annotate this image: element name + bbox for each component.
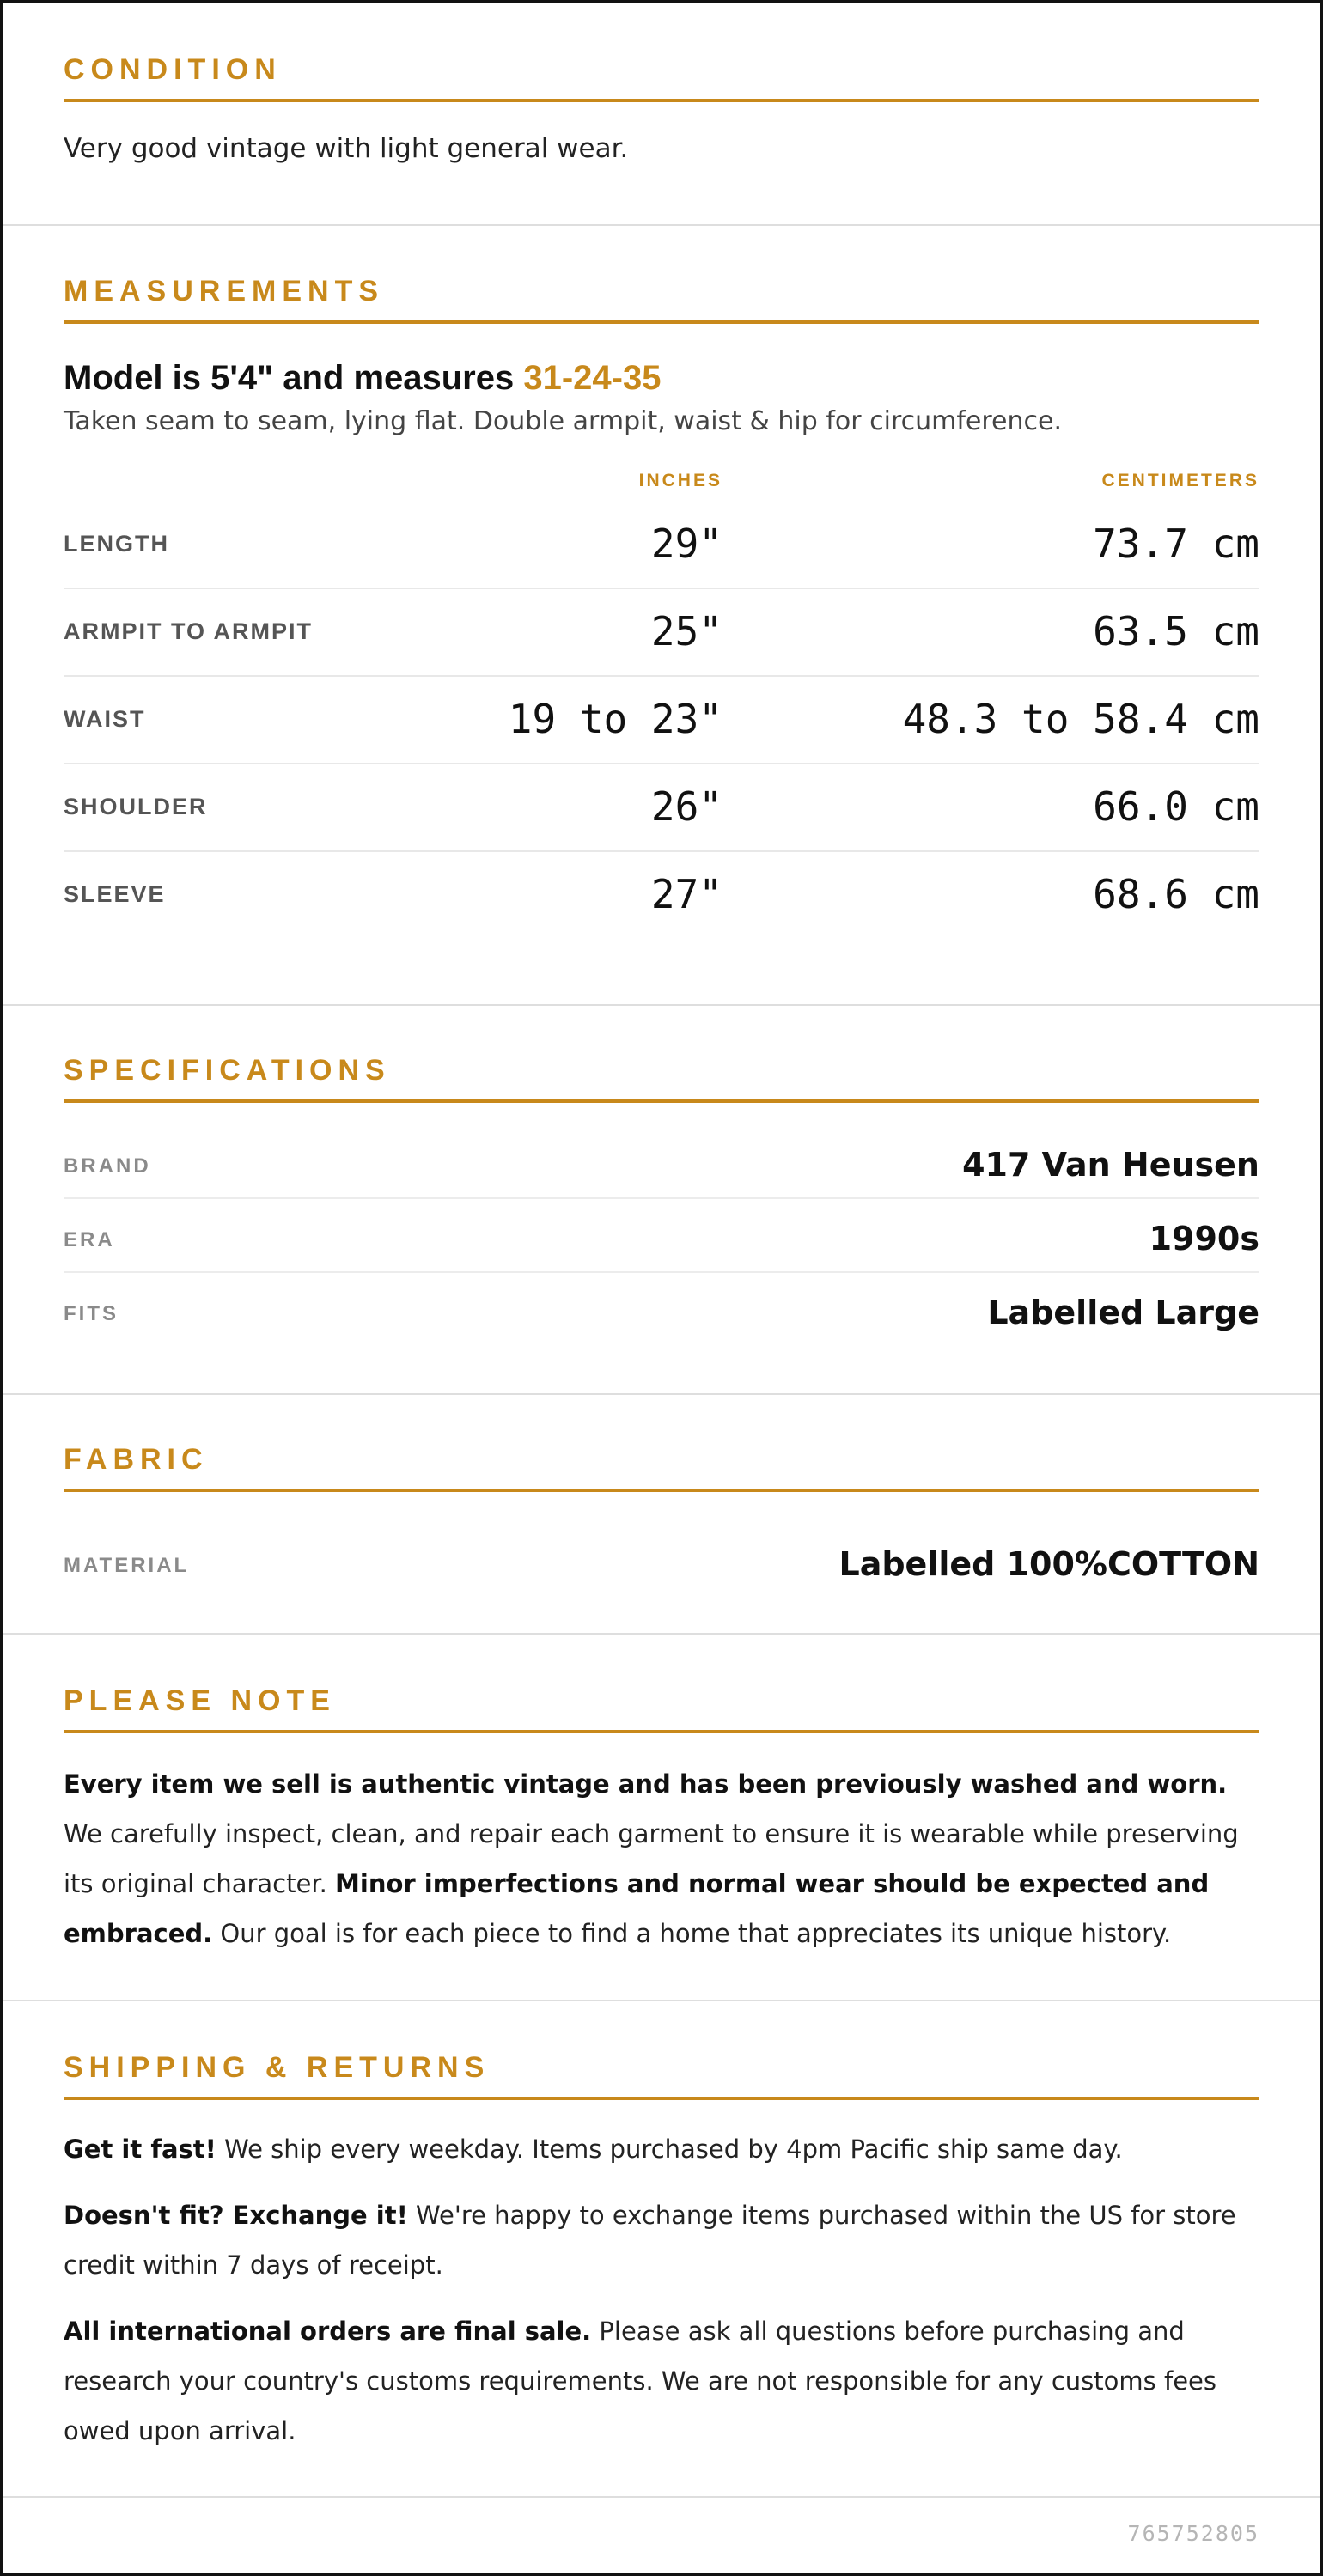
measurement-cm: 66.0 cm	[1093, 783, 1259, 830]
measurement-row-waist	[64, 677, 1259, 764]
measurement-label: ARMPIT TO ARMPIT	[64, 618, 313, 644]
measurement-cm: 73.7 cm	[1093, 521, 1259, 567]
measurement-inches: 29"	[650, 521, 722, 567]
measurement-inches: 27"	[650, 871, 722, 917]
shipping-returns-section	[3, 2001, 1320, 2498]
specifications-section	[3, 1006, 1320, 1395]
condition-section	[3, 3, 1320, 226]
spec-key: FITS	[64, 1302, 119, 1325]
measurement-table	[64, 502, 1259, 940]
fabric-section	[3, 1395, 1320, 1635]
measurement-label: WAIST	[64, 706, 146, 732]
measurements-heading: MEASUREMENTS	[64, 275, 1259, 324]
column-header-inches: INCHES	[638, 471, 722, 490]
measurement-column-headers	[64, 459, 1259, 502]
model-info	[64, 359, 1259, 398]
shipping-returns-heading: SHIPPING & RETURNS	[64, 2051, 1259, 2100]
sku-number: 765752805	[1127, 2521, 1259, 2546]
note-text-2: Our goal is for each piece to find a home that appreciates its unique history.	[212, 1919, 1172, 1948]
shipping-item-text: We're happy to exchange items purchased within the US for store credit within 7 days of receipt.	[64, 2201, 1236, 2280]
spec-row-fits	[64, 1273, 1259, 1347]
shipping-item-exchange	[64, 2190, 1259, 2290]
note-text-1: We carefully inspect, clean, and repair each garment to ensure it is wearable while preserving its original character.	[64, 1819, 1239, 1898]
fabric-list	[64, 1525, 1259, 1599]
measurement-label: LENGTH	[64, 531, 169, 557]
model-measures: 31-24-35	[523, 359, 662, 397]
fabric-row-material	[64, 1525, 1259, 1599]
spec-key: ERA	[64, 1228, 115, 1251]
shipping-returns-text	[64, 2124, 1259, 2456]
shipping-item-international	[64, 2306, 1259, 2456]
please-note-section	[3, 1635, 1320, 2001]
note-bold-1: Every item we sell is authentic vintage and has been previously washed and worn.	[64, 1769, 1228, 1799]
shipping-item-text: We ship every weekday. Items purchased by 4pm Pacific ship same day.	[216, 2134, 1123, 2164]
measurement-row-armpit	[64, 589, 1259, 677]
model-info-prefix: Model is 5'4" and measures	[64, 359, 524, 397]
shipping-item-fast	[64, 2124, 1259, 2174]
measurement-cm: 68.6 cm	[1093, 871, 1259, 917]
spec-value: 1990s	[1149, 1220, 1259, 1258]
measurement-cm: 48.3 to 58.4 cm	[902, 696, 1259, 742]
spec-value: Labelled Large	[987, 1294, 1259, 1331]
measurement-label: SLEEVE	[64, 881, 166, 907]
shipping-item-bold: All international orders are final sale.	[64, 2317, 592, 2346]
measurement-label: SHOULDER	[64, 794, 208, 819]
measurement-row-length	[64, 502, 1259, 589]
spec-value: 417 Van Heusen	[962, 1146, 1259, 1184]
note-bold-2: Minor imperfections and normal wear should be expected and embraced.	[64, 1869, 1210, 1948]
spec-key: BRAND	[64, 1154, 151, 1178]
measurement-row-shoulder	[64, 764, 1259, 852]
fabric-key: MATERIAL	[64, 1554, 190, 1577]
condition-text: Very good vintage with light general wear.	[64, 133, 629, 164]
measurement-inches: 19 to 23"	[508, 696, 722, 742]
please-note-text	[64, 1759, 1259, 1958]
fabric-heading: FABRIC	[64, 1443, 1259, 1492]
column-header-centimeters: CENTIMETERS	[1101, 471, 1259, 490]
specifications-heading: SPECIFICATIONS	[64, 1054, 1259, 1103]
specifications-list	[64, 1125, 1259, 1347]
measurement-inches: 26"	[650, 783, 722, 830]
measurements-section	[3, 226, 1320, 1006]
condition-heading: CONDITION	[64, 53, 1259, 102]
shipping-item-bold: Get it fast!	[64, 2134, 216, 2164]
spec-row-brand	[64, 1125, 1259, 1199]
measurement-note: Taken seam to seam, lying flat. Double armpit, waist & hip for circumference.	[64, 406, 1063, 436]
shipping-item-text: Please ask all questions before purchasing and research your country's customs requirements. We are not responsible for any customs fees owed upon arrival.	[64, 2317, 1216, 2445]
fabric-value: Labelled 100%COTTON	[838, 1545, 1259, 1583]
spec-row-era	[64, 1199, 1259, 1273]
measurement-inches: 25"	[650, 608, 722, 655]
measurement-cm: 63.5 cm	[1093, 608, 1259, 655]
shipping-item-bold: Doesn't fit? Exchange it!	[64, 2201, 408, 2230]
please-note-heading: PLEASE NOTE	[64, 1684, 1259, 1733]
footer	[3, 2498, 1320, 2575]
measurement-row-sleeve	[64, 852, 1259, 940]
